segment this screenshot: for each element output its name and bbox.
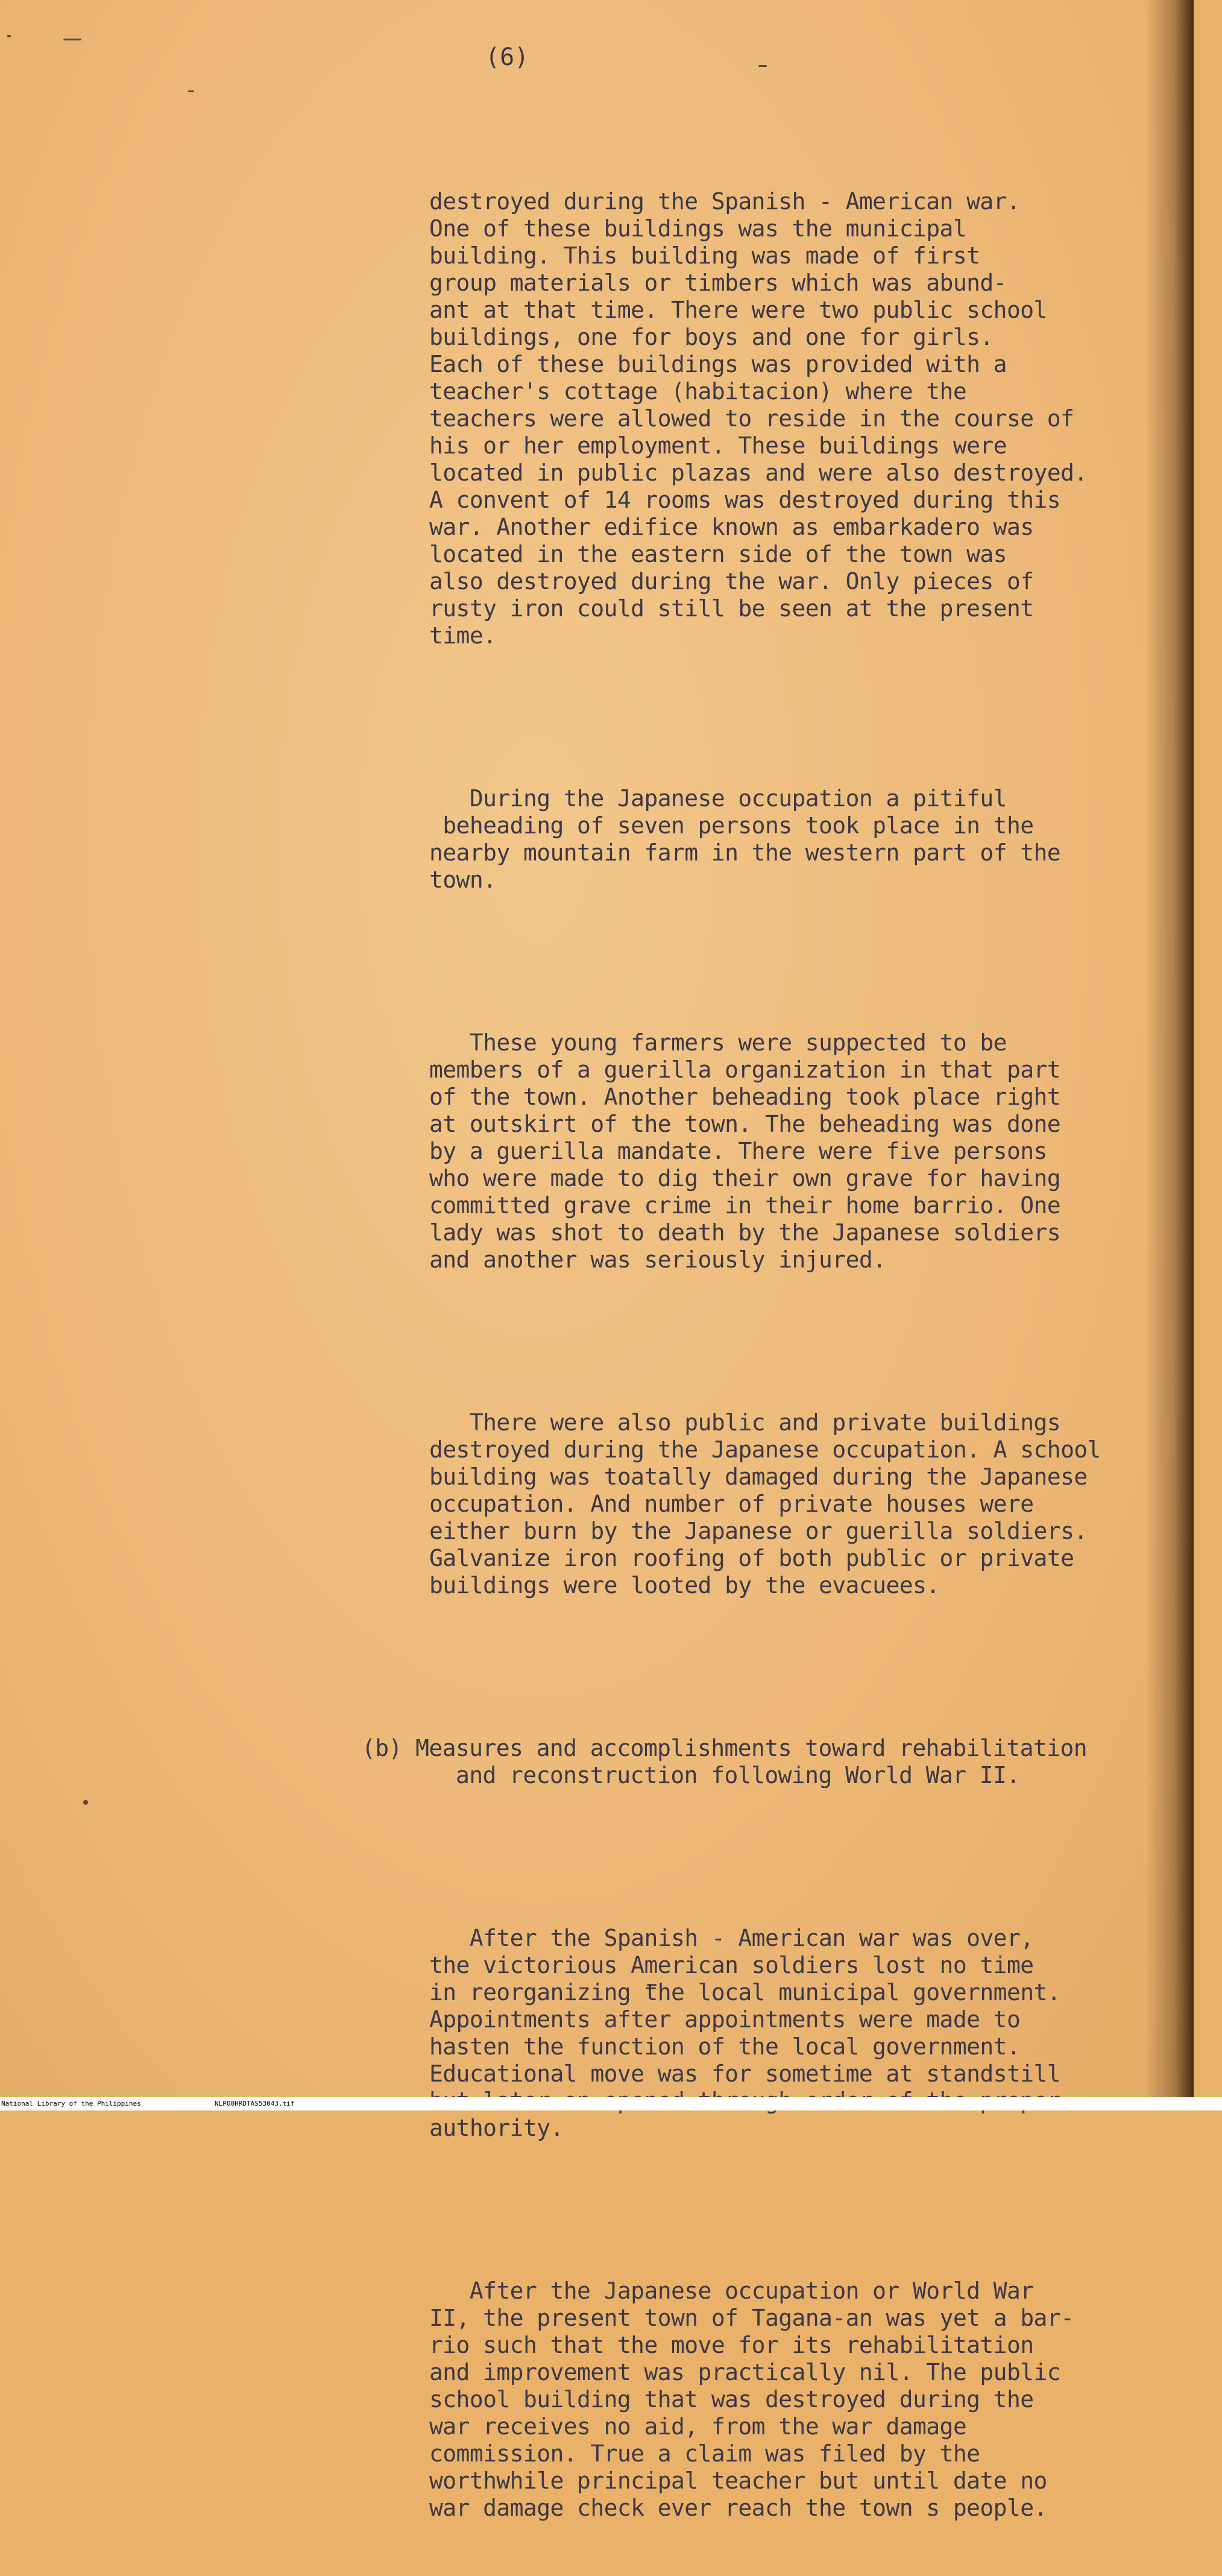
paragraph-post-world-war-ii: After the Japanese occupation or World War II, the present town of Tagana-an was yet a bar- rio such that the move for its rehabilitation and improvement was practically nil. The public school building that was destroyed during the war receives no aid, from the war damage commission. True a claim was filed by the worthwhile principal teacher but until date no war damage check ever reach the town s people. bbox=[429, 2278, 1074, 2521]
ink-speck bbox=[83, 1800, 88, 1805]
footer-library-name: National Library of the Philippines bbox=[1, 2100, 141, 2107]
section-heading-b: (b) Measures and accomplishments toward rehabilitation and reconstruction following World War II. bbox=[362, 1735, 1088, 1788]
ink-speck bbox=[63, 39, 81, 40]
ink-speck bbox=[7, 35, 11, 37]
footer-file-name: NLP00HRDTAS53043.tif bbox=[215, 2100, 295, 2107]
typed-text-body bbox=[362, 134, 1129, 2576]
ink-speck bbox=[188, 90, 194, 92]
paragraph-post-spanish-war: After the Spanish - American war was over, the victorious American soldiers lost no time in reorganizing the local municipal government. Appointments after appointments were made to hasten the function of the local government. Educational move was for sometime at standstill authority. bbox=[429, 1925, 1061, 2141]
paragraph-young-farmers: These young farmers were suppected to be members of a guerilla organization in that part of the town. Another beheading took place right at outskirt of the town. The beheading was done by a guerilla mandate. There were five persons who were made to dig their own grave for having committed grave crime in their home barrio. One lady was shot to death by the Japanese soldiers and another was seriously injured. bbox=[429, 1029, 1061, 1273]
scan-footer bbox=[0, 2097, 1222, 2110]
paragraph-buildings-destroyed: There were also public and private buildings destroyed during the Japanese occupation. A school building was toatally damaged during the Japanese occupation. And number of private houses were either burn by the Japanese or guerilla soldiers. Galvanize iron roofing of both public or private buildings were looted by the evacuees. bbox=[429, 1409, 1101, 1599]
paragraph-war-destruction: destroyed during the Spanish - American war. One of these buildings was the municipal building. This building was made of first group materials or timbers which was abund- ant at that time. There were two public school buildings, one for boys and one for girls. Each of these buildings was provided with a teacher's cottage (habitacion) where the teachers were allowed to reside in the course of his or her employment. These buildings were located in public plazas and were also destroyed. A convent of 14 rooms was destroyed during this war. Another edifice known as embarkadero was located in the eastern side of the town was also destroyed during the war. Only pieces of rusty iron could still be seen at the present time. bbox=[429, 188, 1088, 649]
ink-speck bbox=[758, 65, 767, 67]
paragraph-japanese-beheading: During the Japanese occupation a pitiful beheading of seven persons took place in the nearby mountain farm in the western part of the town. bbox=[429, 785, 1061, 893]
page-number: (6) bbox=[485, 43, 529, 71]
page-edge-shadow bbox=[1145, 0, 1194, 2097]
